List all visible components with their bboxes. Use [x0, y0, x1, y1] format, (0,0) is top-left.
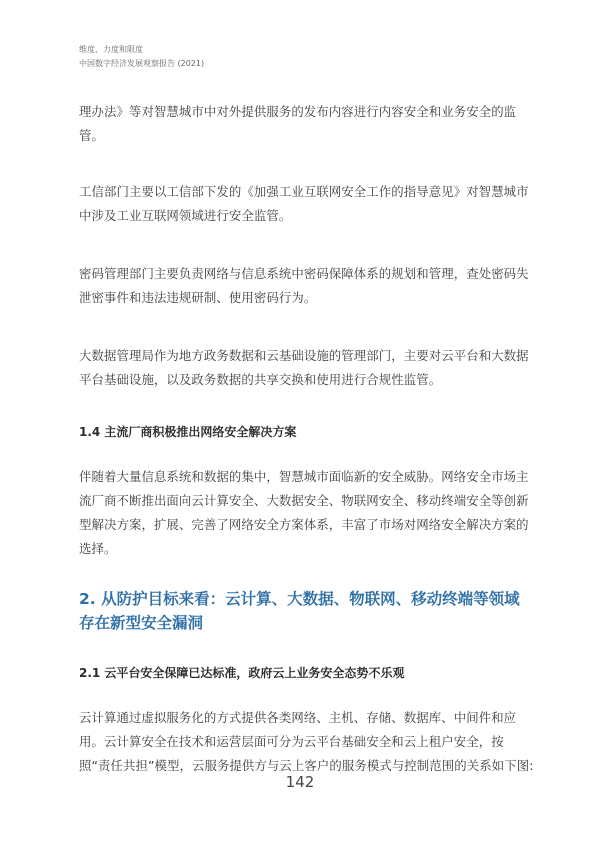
header-subtitle: 中国数字经济发展观察报告 (2021): [79, 59, 205, 68]
paragraph-5: 伴随着大量信息系统和数据的集中，智慧城市面临新的安全威胁。网络安全市场主流厂商不断推出面向云计算安全、大数据安全、物联网安全、移动终端安全等创新型解决方案，扩展、完善了网络安全方案体系，丰富了市场对网络安全解决方案的选择。: [79, 469, 529, 556]
subsection-heading-1-4: 1.4 主流厂商积极推出网络安全解决方案: [79, 425, 297, 439]
page-body: [79, 100, 534, 778]
running-header: [79, 43, 204, 71]
paragraph-3: 密码管理部门主要负责网络与信息系统中密码保障体系的规划和管理，查处密码失泄密事件和违法违规研制、使用密码行为。: [79, 266, 529, 305]
section-heading-2: 2. 从防护目标来看：云计算、大数据、物联网、移动终端等领域存在新型安全漏洞: [79, 590, 520, 632]
paragraph-1: 理办法》等对智慧城市中对外提供服务的发布内容进行内容安全和业务安全的监管。: [79, 104, 517, 143]
subsection-heading-2-1: 2.1 云平台安全保障已达标准，政府云上业务安全态势不乐观: [79, 666, 405, 680]
page-number: 142: [285, 773, 315, 791]
paragraph-2: 工信部门主要以工信部下发的《加强工业互联网安全工作的指导意见》对智慧城市中涉及工业互联网领域进行安全监管。: [79, 184, 529, 223]
header-title: 维度、力度和限度: [79, 45, 143, 54]
paragraph-4: 大数据管理局作为地方政务数据和云基础设施的管理部门，主要对云平台和大数据平台基础设施，以及政务数据的共享交换和使用进行合规性监管。: [79, 348, 529, 387]
paragraph-6: 云计算通过虚拟服务化的方式提供各类网络、主机、存储、数据库、中间件和应用。云计算安全在技术和运营层面可分为云平台基础安全和云上租户安全，按照“责任共担”模型，云服务提供方与云上客户的服务模式与控制范围的关系如下图:: [79, 710, 534, 773]
